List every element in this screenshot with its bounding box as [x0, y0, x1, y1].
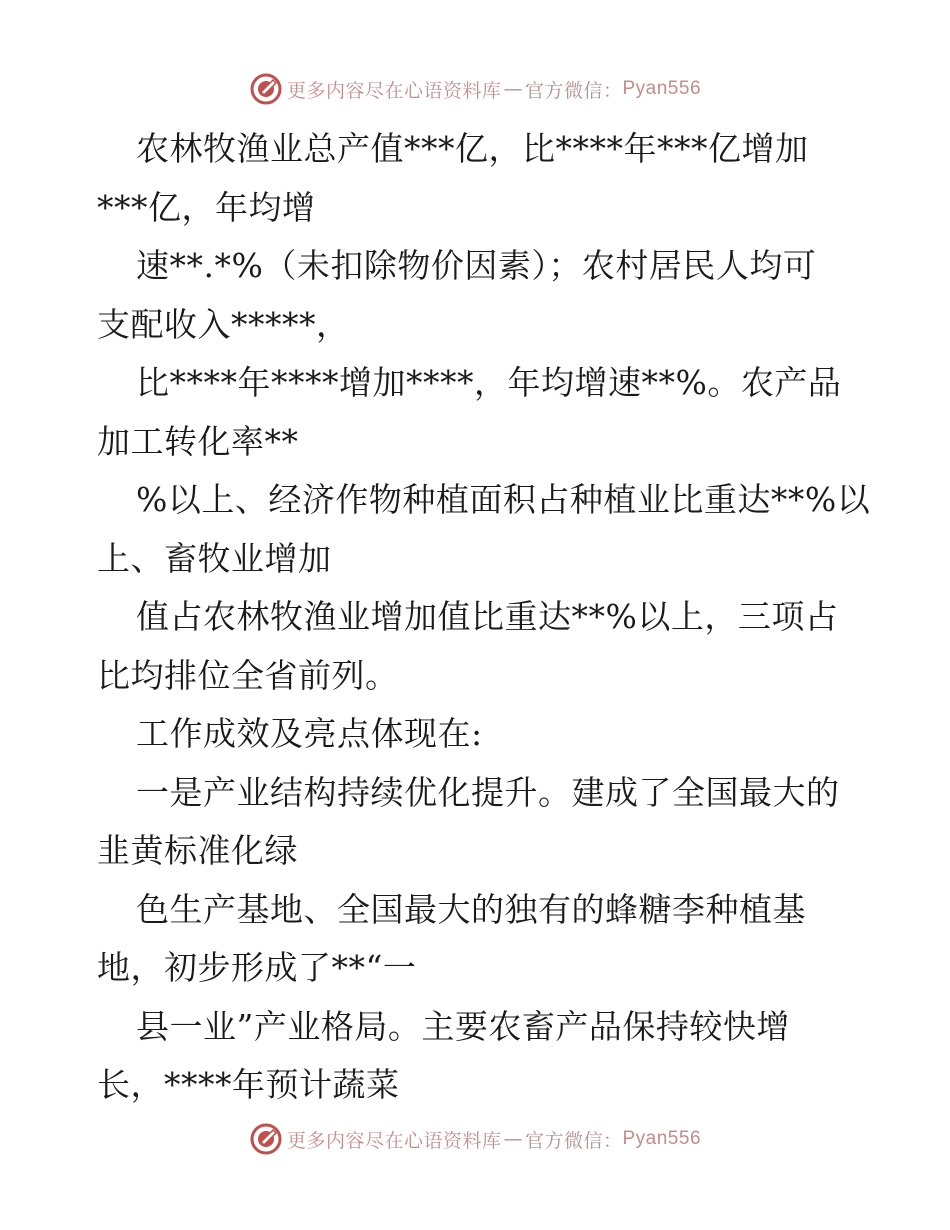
- text-line: 县一业”产业格局。主要农畜产品保持较快增: [136, 1006, 790, 1046]
- header-watermark: [0, 72, 950, 106]
- text-line: 加工转化率**: [97, 421, 299, 461]
- text-line: 支配收入*****，: [97, 304, 350, 344]
- text-line: ***亿，年均增: [97, 187, 316, 227]
- document-body: [97, 120, 871, 1115]
- text-line: 工作成效及亮点体现在:: [136, 714, 483, 753]
- watermark-side-text: 官方微信：: [524, 79, 623, 102]
- text-line: 速**.*%（未扣除物价因素）；农村居民人均可: [136, 246, 817, 285]
- text-line: 上、畜牧业增加: [97, 538, 332, 578]
- text-line: 比均排位全省前列。: [97, 655, 399, 695]
- watermark-side-text: 官方微信：: [524, 1129, 623, 1152]
- text-line: 农林牧渔业总产值***亿，比****年***亿增加: [136, 129, 809, 168]
- watermark-dash: —: [503, 78, 523, 100]
- watermark-dash: —: [503, 1128, 523, 1150]
- text-line: 一是产业结构持续优化提升。建成了全国最大的: [136, 772, 840, 812]
- text-line: 地，初步形成了**“一: [97, 948, 417, 987]
- text-line: 比****年****增加****，年均增速**%。农产品: [136, 363, 842, 402]
- text-line: 值占农林牧渔业增加值比重达**%以上，三项占: [136, 597, 839, 636]
- watermark-id: Pyan556: [622, 1128, 702, 1149]
- brand-logo-icon: [249, 72, 283, 106]
- text-line: 长，****年预计蔬菜: [97, 1065, 400, 1104]
- text-line: 韭黄标准化绿: [97, 831, 298, 870]
- watermark-id: Pyan556: [622, 78, 702, 99]
- watermark-main-text: 更多内容尽在心语资料库: [286, 1129, 502, 1152]
- watermark-main-text: 更多内容尽在心语资料库: [286, 79, 502, 102]
- text-line: %以上、经济作物种植面积占种植业比重达**%以: [136, 480, 871, 519]
- text-line: 色生产基地、全国最大的独有的蜂糖李种植基: [136, 889, 806, 929]
- brand-logo-icon: [249, 1122, 283, 1156]
- footer-watermark: [0, 1122, 950, 1156]
